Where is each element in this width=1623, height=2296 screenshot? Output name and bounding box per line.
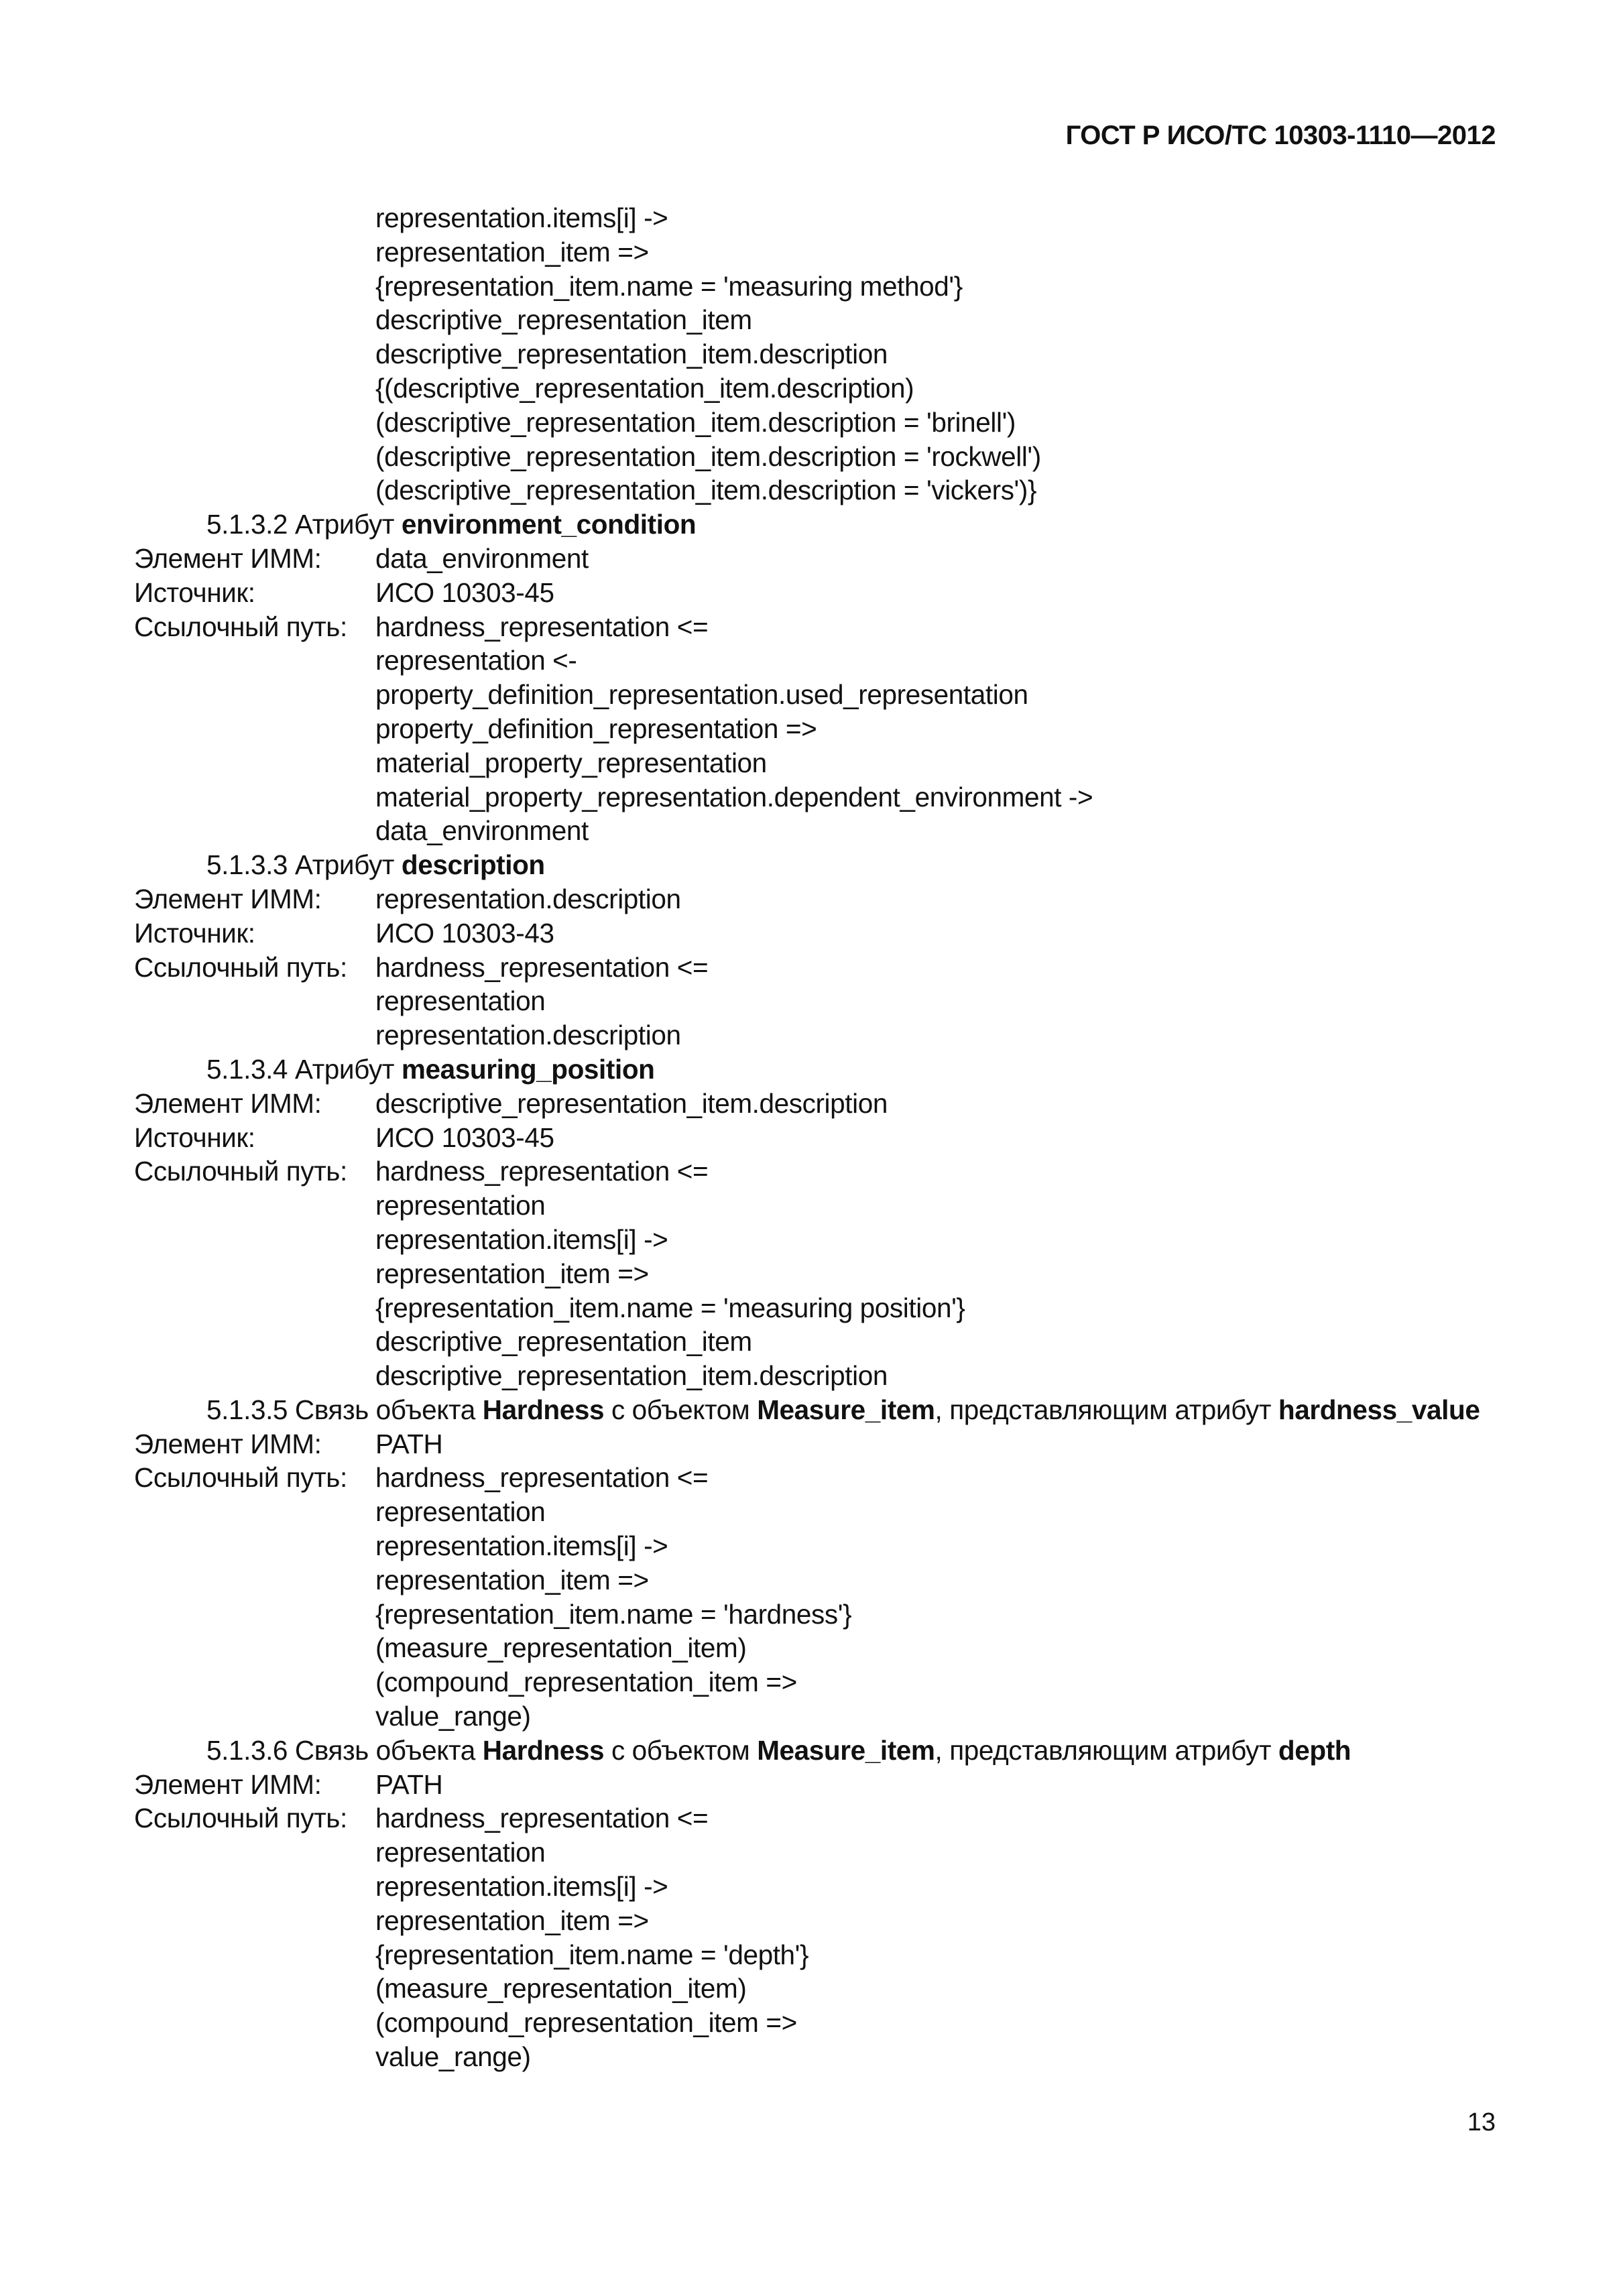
path-line: descriptive_representation_item.description [375,339,888,370]
mim-element-row: Элемент ИММ: PATH [134,1428,443,1459]
path-line: (compound_representation_item => [375,1667,797,1698]
section-heading: 5.1.3.4 Атрибут measuring_position [206,1053,655,1085]
path-line: (measure_representation_item) [375,1973,747,2004]
path-line: (compound_representation_item => [375,2007,797,2039]
path-line: property_definition_representation.used_representation [375,679,1028,711]
path-line: representation.items[i] -> [375,1871,668,1902]
path-line: representation.items[i] -> [375,202,668,233]
path-line: representation_item => [375,236,649,267]
ref-path-row: Ссылочный путь: hardness_representation <= [134,951,709,983]
path-line: (descriptive_representation_item.description = 'vickers')} [375,475,1037,506]
path-line: {representation_item.name = 'depth'} [375,1939,809,1970]
path-line: descriptive_representation_item [375,1326,752,1357]
path-line: {(descriptive_representation_item.description) [375,372,914,404]
path-line: {representation_item.name = 'measuring position'} [375,1292,965,1323]
path-line: (descriptive_representation_item.description = 'rockwell') [375,440,1041,472]
document-body [134,201,1508,2074]
path-line: representation [375,1190,546,1221]
path-line: representation.description [375,1020,681,1051]
path-line: material_property_representation [375,747,767,778]
path-line: representation <- [375,645,577,676]
path-line: descriptive_representation_item [375,304,752,336]
path-line: representation.items[i] -> [375,1530,668,1562]
ref-path-row: Ссылочный путь: hardness_representation <= [134,1156,709,1187]
path-line: (measure_representation_item) [375,1632,747,1664]
path-line: data_environment [375,815,589,847]
path-line: representation [375,1496,546,1528]
path-line: material_property_representation.dependent_environment -> [375,781,1093,812]
section-heading: 5.1.3.5 Связь объекта Hardness с объектом Measure_item, представляющим атрибут hardness_value [206,1394,1480,1425]
ref-path-row: Ссылочный путь: hardness_representation <= [134,611,709,642]
page-number: 13 [1467,2108,1496,2136]
mim-element-row: Элемент ИММ: PATH [134,1768,443,1800]
section-heading: 5.1.3.2 Атрибут environment_condition [206,509,697,540]
path-line: representation [375,1837,546,1868]
path-line: value_range) [375,1701,531,1732]
ref-path-row: Ссылочный путь: hardness_representation <= [134,1462,709,1494]
mim-element-row: Элемент ИММ: data_environment [134,542,589,574]
source-row: Источник: ИСО 10303-45 [134,577,554,608]
section-heading: 5.1.3.6 Связь объекта Hardness с объектом Measure_item, представляющим атрибут depth [206,1734,1351,1766]
path-line: descriptive_representation_item.description [375,1360,888,1392]
document-header: ГОСТ Р ИСО/ТС 10303-1110—2012 [1065,121,1496,150]
section-heading: 5.1.3.3 Атрибут description [206,849,545,881]
path-line: representation.items[i] -> [375,1223,668,1255]
path-line: representation_item => [375,1258,649,1289]
path-line: representation_item => [375,1905,649,1936]
source-row: Источник: ИСО 10303-43 [134,917,554,949]
path-line: representation_item => [375,1564,649,1595]
path-line: representation [375,985,546,1017]
mim-element-row: Элемент ИММ: descriptive_representation_item.description [134,1087,888,1119]
path-line: property_definition_representation => [375,713,817,744]
ref-path-row: Ссылочный путь: hardness_representation <= [134,1803,709,1834]
mim-element-row: Элемент ИММ: representation.description [134,883,681,914]
path-line: {representation_item.name = 'hardness'} [375,1598,852,1630]
path-line: {representation_item.name = 'measuring method'} [375,270,963,302]
path-line: (descriptive_representation_item.description = 'brinell') [375,406,1016,438]
source-row: Источник: ИСО 10303-45 [134,1122,554,1153]
path-line: value_range) [375,2041,531,2073]
